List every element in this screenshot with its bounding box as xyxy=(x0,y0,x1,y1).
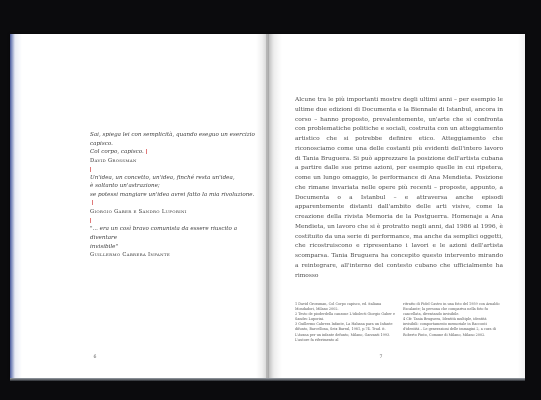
footnotes-column-right xyxy=(403,302,503,343)
footnote: ritratto di Fidel Castro in una foto del 1959 con Arnaldo Escalante; la persona che compariva nella foto fu cancellata, diventando invisibile. xyxy=(403,302,500,317)
quote-attribution: Giorgio Gaber e Sandro Luporini xyxy=(90,209,187,216)
body-paragraph: Alcune tra le più importanti mostre degli ultimi anni – per esempio le ultime due edizioni di Documenta e la Biennale di Istanbul, ancora in corso – hanno proposto, prevalentemente, un'arte che si confronta con problematiche politiche e sociali, costruita con un atteggiamento artistico che si potrebbe definire etico. Atteggiamento che riconosciamo come una delle costanti più evidenti dell'intero lavoro di Tania Bruguera. Si può apprezzare la posizione dell'artista cubana a partire dalle sue prime azioni, per esempio quelle in cui ripetera, come un lungo omaggio, le performance di Ana Mendieta. Posizione che rimane invariata nelle opere più recenti – proposte, appunto, a Documenta o a Istanbul – e attraversa anche episodi apparentemente distanti dall'ambito delle arti visive, come la creazione della rivista Memoria de la Postguerra. Homenaje a Ana Mendieta, un lavoro che si è protratto negli anni, dal 1986 al 1996, è costituito da una serie di performance, ma anche da semplici oggetti, che ricostruiscono e ripresentano i lavori e le azioni dell'artista scomparsa. Tania Bruguera ha concepito questo intervento mirando a reintegrare, all'interno del contesto cubano che ufficialmente ha rimosso xyxy=(295,97,503,279)
quote-line: è soltanto un'astrazione; xyxy=(90,183,160,190)
open-book xyxy=(10,34,525,378)
footnote: 3 Guillermo Cabrera Infante, La Habana para un Infante difunto, Barcellona, Seix Barral, 1981, p.74. Trad. it. L'Avana per un infante defunto, Milano, Garzanti 1993. L'autore fa riferimento al xyxy=(295,322,393,342)
epigraph xyxy=(90,131,255,260)
right-page xyxy=(268,34,525,378)
quote-line: Sai, spiega lei con semplicità, quando eseguo un esercizio capisco. xyxy=(90,132,255,147)
quote-attribution: Guillermo Cabrera Infante xyxy=(90,252,171,259)
footnote-marker xyxy=(92,200,93,205)
footnote: 1 David Grossman, Col Corpo capisco, ed. italiana Mondadori, Milano 2002. xyxy=(295,302,382,312)
footnotes xyxy=(295,302,503,343)
quote-line: Col corpo, capisco. xyxy=(90,148,255,157)
quote-block-2 xyxy=(90,174,255,217)
quote-block-1 xyxy=(90,131,255,165)
quote-separator xyxy=(90,218,91,223)
page-number-left: 6 xyxy=(93,355,97,360)
quote-line: Un'idea, un concetto, un'idea, finché resta un'idea, xyxy=(90,174,235,181)
quote-line: se potessi mangiare un'idea avrei fatto la mia rivoluzione. xyxy=(90,191,255,208)
quote-block-3 xyxy=(90,225,255,259)
quote-attribution: David Grossman xyxy=(90,157,137,164)
quote-line: "... era un così bravo comunista da essere riuscito a diventare xyxy=(90,226,238,241)
quote-separator xyxy=(90,167,91,172)
footnote-marker xyxy=(146,149,147,154)
footnote: 2 Testo de pioderdella canzone L'idiolecti Giorgio Gaber e Sandro Luporini. xyxy=(295,312,395,322)
page-number-right: 7 xyxy=(379,355,383,360)
footnotes-column-left xyxy=(295,302,395,343)
book-bottom-edge xyxy=(10,378,525,381)
footnote: 4 Cfr. Tania Bruguera, Identità multiple, identità invisibili: comportamento memoriale in Racconti d'identità – Le generazioni delle immagini 2, a cura di Roberto Pinto, Comune di Milano, Milano 2002. xyxy=(403,317,496,337)
book-gutter xyxy=(266,34,269,378)
quote-line: invisibile" xyxy=(90,243,119,250)
left-page xyxy=(10,34,268,378)
